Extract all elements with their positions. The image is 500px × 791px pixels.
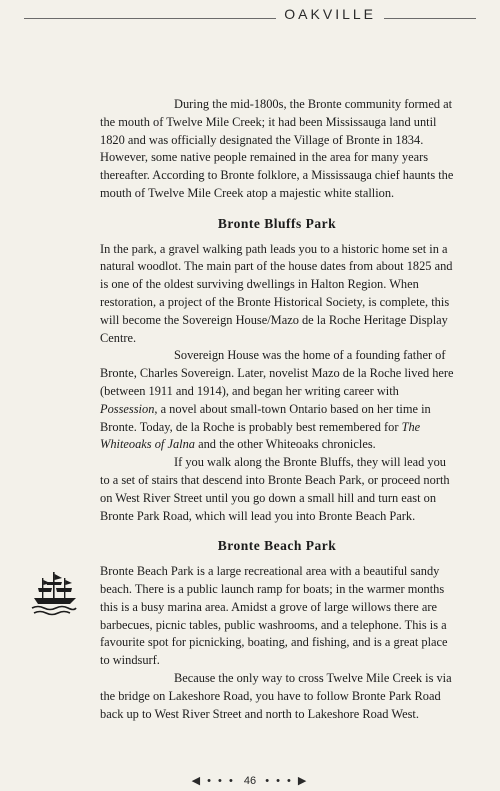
bluffs-paragraph-2	[100, 347, 454, 454]
bluffs-paragraph-1: In the park, a gravel walking path leads you to a historic home set in a natural woodlot. The main part of the house dates from about 1825 and is one of the oldest surviving dwellings in Halton Region. When restoration, a project of the Bronte Historical Society, is complete, this will become the Sovereign House/Mazo de la Roche Heritage Display Centre.	[100, 241, 453, 345]
body-text	[100, 96, 454, 723]
page-footer	[0, 774, 500, 787]
section-heading-bluffs: Bronte Bluffs Park	[217, 215, 337, 231]
beach-paragraph-1: Bronte Beach Park is a large recreational area with a beautiful sandy beach. There is a public launch ramp for boats; in the warmer months this is a busy marina area. Amidst a grove of large willows there are barbecues, picnic tables, public washrooms, and a telephone. This is a favourite spot for picnicking, boating, and fishing, and is a great place to windsurf.	[100, 564, 448, 668]
intro-paragraph: During the mid-1800s, the Bronte community formed at the mouth of Twelve Mile Creek; it had been Mississauga land until 1820 and was officially designated the Village of Bronte in 1834. However, some native people remained in the area for many years thereafter. According to Bronte folklore, a Mississauga chief haunts the mouth of Twelve Mile Creek atop a majestic white stallion.	[100, 97, 454, 200]
footer-left-marks: ◀ • • •	[191, 775, 235, 787]
page-number: 46	[243, 775, 257, 787]
book-title-possession: Possession	[100, 401, 155, 416]
bluffs-paragraph-3: If you walk along the Bronte Bluffs, they will lead you to a set of stairs that descend into Bronte Beach Park, or proceed north on West River Street until you go down a small hill and turn east on Bronte Park Road, which will lead you into Bronte Beach Park.	[100, 455, 450, 523]
footer-right-marks: • • • ▶	[265, 775, 309, 787]
running-head: OAKVILLE	[276, 6, 384, 22]
book-title-whiteoaks: The Whiteoaks of Jalna	[100, 419, 421, 452]
bluffs-p2-text-a: Sovereign House was the home of a founding father of Bronte, Charles Sovereign. Later, novelist Mazo de la Roche lived here (between 1911 and 1914), and began her writing career with	[100, 348, 454, 398]
section-heading-beach: Bronte Beach Park	[217, 538, 337, 554]
header-rule	[24, 18, 476, 19]
sailboat-icon	[28, 566, 80, 618]
bluffs-p2-text-b: , a novel about small-town Ontario based on her time in Bronte. Today, de la Roche is probably best remembered for	[100, 401, 431, 434]
bluffs-p2-text-c: and the other Whiteoaks chronicles.	[194, 437, 376, 452]
beach-paragraph-2: Because the only way to cross Twelve Mile Creek is via the bridge on Lakeshore Road, you have to follow Bronte Park Road back up to West River Street and north to Lakeshore Road West.	[100, 670, 452, 721]
